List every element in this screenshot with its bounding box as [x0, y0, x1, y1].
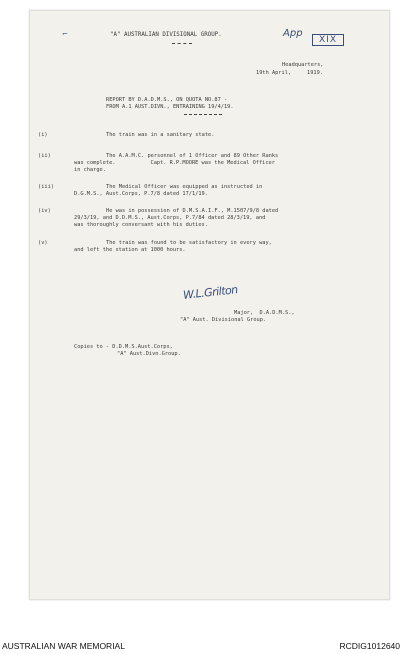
- item-number: (ii): [38, 153, 51, 159]
- signatory-unit: "A" Aust. Divisional Group.: [180, 317, 267, 323]
- report-title-line-1: REPORT BY D.A.D.M.S., ON QUOTA NO.87 -: [106, 97, 228, 103]
- report-title-line-2: FROM A.1 AUST.DIVN., ENTRAINING 19/4/19.: [106, 104, 234, 110]
- item-line: The train was found to be satisfactory in every way,: [106, 240, 272, 246]
- item-number: (v): [38, 240, 48, 246]
- appendix-number-box: XIX: [312, 34, 344, 46]
- footer-credit: AUSTRALIAN WAR MEMORIAL: [2, 641, 125, 651]
- title-underline: [184, 114, 222, 115]
- item-line: was complete. Capt. R.P.MOORE was the Medical Officer: [74, 160, 275, 166]
- handwritten-signature: W.L.Grilton: [182, 283, 239, 302]
- hq-date: 19th April, 1919.: [256, 70, 323, 76]
- appendix-mark: App: [283, 28, 303, 39]
- item-line: 29/3/19, and D.D.M.S., Aust.Corps, P.7/84 dated 28/3/19, and: [74, 215, 266, 221]
- item-line: and left the station at 1000 hours.: [74, 247, 186, 253]
- item-line: The A.A.M.C. personnel of 1 Officer and 89 Other Ranks: [106, 153, 279, 159]
- copies-to-line-2: "A" Aust.Divn.Group.: [117, 351, 181, 357]
- item-number: (iii): [38, 184, 54, 190]
- item-line: The train was in a sanitary state.: [106, 132, 215, 138]
- item-line: D.G.M.S., Aust.Corps, P.7/8 dated 17/1/19.: [74, 191, 208, 197]
- pencil-mark: ⌐: [62, 30, 68, 38]
- item-line: was thoroughly conversant with his duties.: [74, 222, 208, 228]
- item-line: He was in possession of D.M.S.A.I.F., M.1507/9/8 dated: [106, 208, 279, 214]
- document-heading: "A" AUSTRALIAN DIVISIONAL GROUP.: [110, 32, 222, 38]
- hq-place: Headquarters,: [282, 62, 324, 68]
- item-number: (i): [38, 132, 48, 138]
- item-line: The Medical Officer was equipped as instructed in: [106, 184, 263, 190]
- copies-to-line-1: Copies to - D.D.M.S.Aust.Corps,: [74, 344, 173, 350]
- signatory-rank: Major, D.A.D.M.S.,: [234, 310, 295, 316]
- item-number: (iv): [38, 208, 51, 214]
- item-line: in charge.: [74, 167, 106, 173]
- heading-underline: [172, 43, 192, 44]
- footer-record-id: RCDIG1012640: [339, 641, 400, 651]
